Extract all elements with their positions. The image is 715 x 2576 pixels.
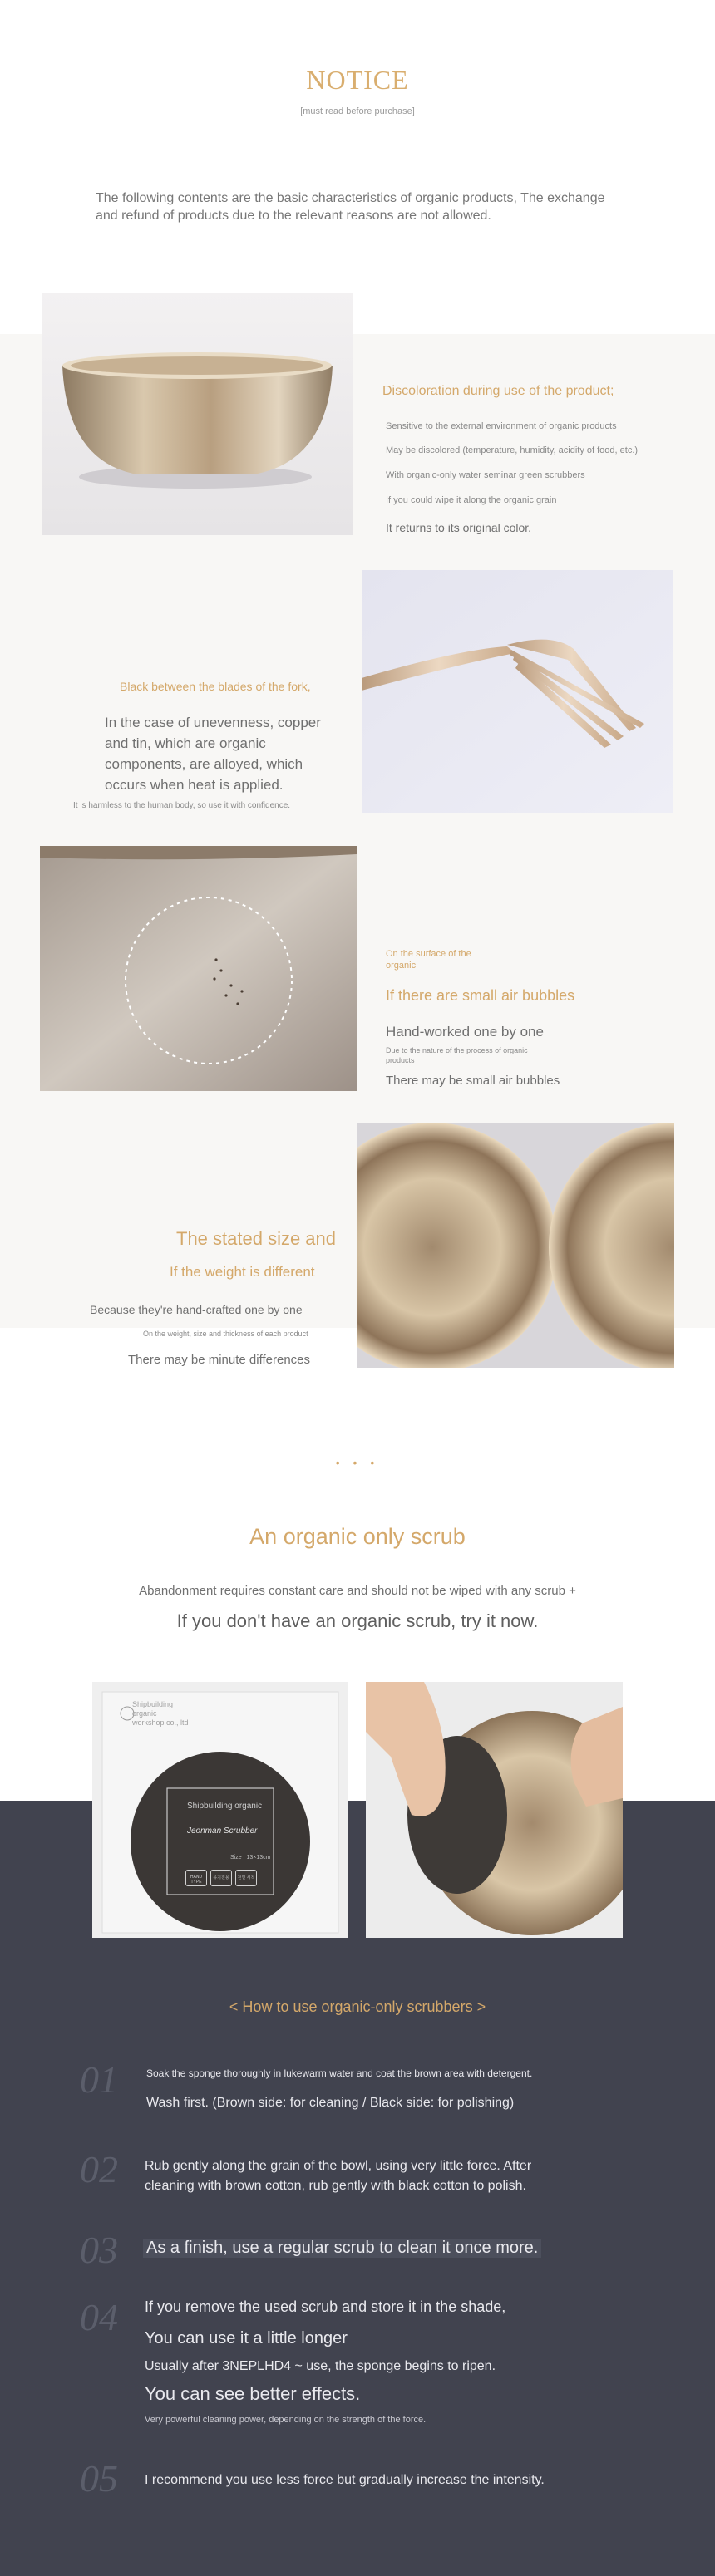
discoloration-line-4: If you could wipe it along the organic grain xyxy=(386,495,557,505)
fork-text: In the case of unevenness, copper and tin, which are organic components, are alloyed, which occurs when heat is applied. xyxy=(105,715,321,793)
bubbles-conclusion: There may be small air bubbles xyxy=(386,1074,560,1088)
step-3-number: 03 xyxy=(80,2229,118,2271)
fork-note: It is harmless to the human body, so use it with confidence. xyxy=(73,801,291,810)
step-5-line-1: I recommend you use less force but gradually increase the intensity. xyxy=(145,2473,545,2487)
fork-photo xyxy=(362,570,673,813)
step-4-line-3: Usually after 3NEPLHD4 ~ use, the sponge begins to ripen. xyxy=(145,2359,496,2373)
step-2-line-2: cleaning with brown cotton, rub gently with black cotton to polish. xyxy=(145,2179,526,2193)
step-1-line-1: Soak the sponge thoroughly in lukewarm water and coat the brown area with detergent. xyxy=(146,2067,533,2079)
discoloration-conclusion: It returns to its original color. xyxy=(386,521,532,534)
step-3-line-1: As a finish, use a regular scrub to clean it once more. xyxy=(143,2239,541,2258)
bubbles-heading: If there are small air bubbles xyxy=(386,987,575,1004)
size-text: Because they're hand-crafted one by one xyxy=(90,1303,303,1316)
size-heading: The stated size and xyxy=(176,1228,337,1249)
step-4-line-2: You can use it a little longer xyxy=(145,2329,348,2347)
scrub-line-1: Abandonment requires constant care and should not be wiped with any scrub + xyxy=(139,1584,576,1598)
notice-text: The following contents are the basic characteristics of organic products, The exchange and refund of products due to the relevant reasons are not allowed. xyxy=(96,191,605,223)
discoloration-line-3: With organic-only water seminar green scrubbers xyxy=(386,470,585,480)
disc-name: Jeonman Scrubber xyxy=(187,1826,258,1836)
scrubber-package-photo xyxy=(92,1682,348,1938)
step-2-line-1: Rub gently along the grain of the bowl, using very little force. After xyxy=(145,2159,532,2173)
size-conclusion: There may be minute differences xyxy=(128,1353,311,1367)
discoloration-line-2: May be discolored (temperature, humidity, acidity of food, etc.) xyxy=(386,445,639,455)
bubbles-note: Due to the nature of the process of organic products xyxy=(386,1046,528,1064)
bowl-photo xyxy=(42,293,353,535)
two-bowls-photo xyxy=(358,1123,674,1368)
step-1-number: 01 xyxy=(80,2058,118,2101)
package-brand: Shipbuilding organic workshop co., ltd xyxy=(132,1700,189,1727)
howto-title: < How to use organic-only scrubbers > xyxy=(229,1998,486,2015)
bubbles-photo xyxy=(40,846,357,1091)
notice-title: NOTICE xyxy=(306,65,409,95)
step-4-line-4: You can see better effects. xyxy=(145,2383,361,2404)
step-4-number: 04 xyxy=(80,2296,118,2338)
disc-size: Size : 13×13cm xyxy=(230,1855,271,1861)
fork-heading: Black between the blades of the fork, xyxy=(120,680,311,693)
size-note: On the weight, size and thickness of each product xyxy=(143,1330,308,1338)
discoloration-heading: Discoloration during use of the product; xyxy=(382,384,614,398)
step-1-line-2: Wash first. (Brown side: for cleaning / Black side: for polishing) xyxy=(146,2096,515,2110)
scrub-title: An organic only scrub xyxy=(249,1524,466,1549)
divider-dots: • • • xyxy=(335,1456,380,1469)
disc-icon-3: 천연 세척 xyxy=(235,1870,257,1886)
discoloration-line-1: Sensitive to the external environment of organic products xyxy=(386,421,617,431)
step-5-number: 05 xyxy=(80,2457,118,2500)
notice-subtitle: [must read before purchase] xyxy=(300,106,415,116)
step-2-number: 02 xyxy=(80,2148,118,2190)
disc-icon-2: 유기전용 xyxy=(210,1870,232,1886)
size-heading-2: If the weight is different xyxy=(170,1264,315,1280)
step-4-line-1: If you remove the used scrub and store it in the shade, xyxy=(145,2298,506,2315)
step-4-line-5: Very powerful cleaning power, depending on the strength of the force. xyxy=(145,2415,427,2425)
disc-title: Shipbuilding organic xyxy=(187,1802,263,1811)
scrub-line-2: If you don't have an organic scrub, try it now. xyxy=(176,1610,539,1631)
disc-icon-1: HAND TYPE xyxy=(185,1870,207,1886)
bubbles-sub: Hand-worked one by one xyxy=(386,1024,544,1040)
bubbles-label: On the surface of the organic xyxy=(386,949,471,971)
scrubbing-photo xyxy=(366,1682,623,1938)
